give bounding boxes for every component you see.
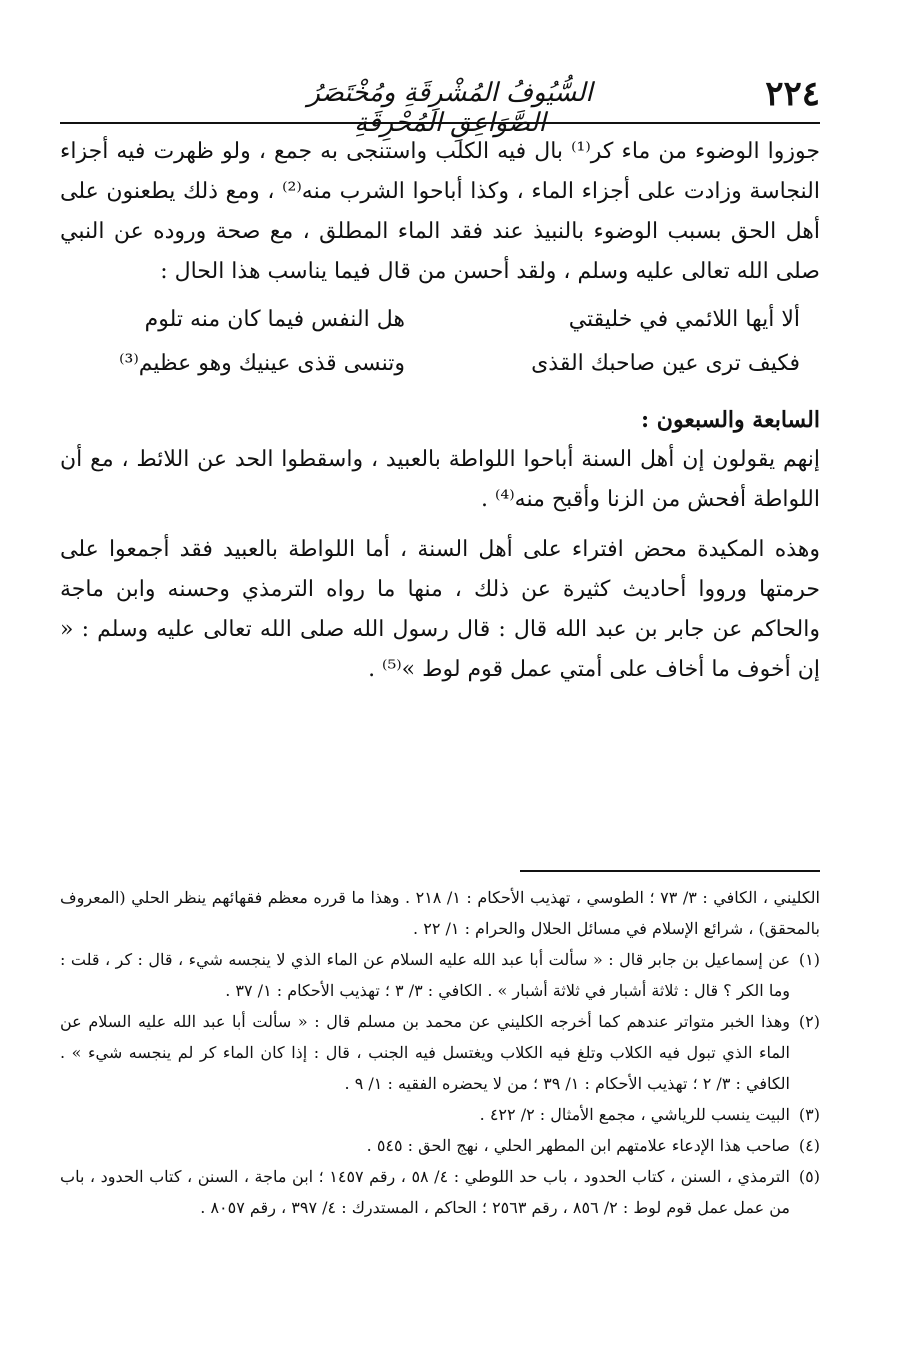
hemistich-first: فكيف ترى عين صاحبك القذى (531, 351, 800, 376)
footnote-divider (520, 870, 820, 872)
footnote-item (60, 1130, 820, 1161)
footnote-text: البيت ينسب للرياشي ، مجمع الأمثال : ٢/ ٤٢٢ . (479, 1105, 790, 1124)
book-title: السُّيُوفُ المُشْرِقَةِ ومُخْتَصَرُ الصَّوَاعِقِ المُحْرِقَةِ (307, 78, 593, 138)
footnote-number: (٥) (798, 1167, 820, 1186)
footnote-text: صاحب هذا الإدعاء علامتهم ابن المطهر الحلي ، نهج الحق : ٥٤٥ . (366, 1136, 790, 1155)
poem-verse-2 (60, 344, 820, 388)
main-text (60, 132, 820, 690)
poem (60, 300, 820, 388)
paragraph-3: وهذه المكيدة محض افتراء على أهل السنة ، أما اللواطة بالعبيد فقد أجمعوا على حرمتها ورووا أحاديث كثيرة عن ذلك ، منها ما رواه الترمذي وحسنه وابن ماجة والحاكم عن جابر بن عبد الله قال : قال رسول الله صلى الله تعالى عليه وسلم : « إن أخوف ما أخاف على أمتي عمل قوم لوط »⁽⁵⁾ . (60, 537, 820, 682)
footnote-number: (٢) (798, 1012, 820, 1031)
footnotes (60, 882, 820, 1223)
section-title: السابعة والسبعون : (641, 407, 820, 433)
footnote-number: (٣) (798, 1105, 820, 1124)
footnote-number: (٤) (798, 1136, 820, 1155)
footnote-item (60, 1099, 820, 1130)
footnote-text: عن إسماعيل بن جابر قال : « سألت أبا عبد الله عليه السلام عن الماء الذي لا ينجسه شيء ، قال : كر ، قلت : وما الكر ؟ قال : ثلاثة أشبار في ثلاثة أشبار » . الكافي : ٣/ ٣ ؛ تهذيب الأحكام : ١/ ٣٧ . (60, 950, 790, 1000)
footnote-item (60, 1161, 820, 1223)
footnote-number: (١) (798, 950, 820, 969)
footnote-item (60, 1006, 820, 1099)
poem-verse-1 (60, 300, 820, 344)
footnote-text: الترمذي ، السنن ، كتاب الحدود ، باب حد اللوطي : ٤/ ٥٨ ، رقم ١٤٥٧ ؛ ابن ماجة ، السنن ، كتاب الحدود ، باب من عمل عمل قوم لوط : ٢/ ٨٥٦ ، رقم ٢٥٦٣ ؛ الحاكم ، المستدرك : ٤/ ٣٩٧ ، رقم ٨٠٥٧ . (60, 1167, 790, 1217)
footnote-continuation: الكليني ، الكافي : ٣/ ٧٣ ؛ الطوسي ، تهذيب الأحكام : ١/ ٢١٨ . وهذا ما قرره معظم فقهائهم ينظر الحلي (المعروف بالمحقق) ، شرائع الإسلام في مسائل الحلال والحرام : ١/ ٢٢ . (60, 888, 820, 938)
footnote-text: وهذا الخبر متواتر عندهم كما أخرجه الكليني عن محمد بن مسلم قال : « سألت أبا عبد الله عليه السلام عن الماء الذي تبول فيه الكلاب وتلغ فيه الكلاب ويغتسل فيه الجنب ، قال : إذا كان الماء كر لم ينجسه شيء » . الكافي : ٣/ ٢ ؛ تهذيب الأحكام : ١/ ٣٩ ؛ من لا يحضره الفقيه : ١/ ٩ . (60, 1012, 791, 1093)
paragraph-1: جوزوا الوضوء من ماء كر⁽¹⁾ بال فيه الكلب واستنجى به جمع ، ولو ظهرت فيه أجزاء النجاسة وزادت على أجزاء الماء ، وكذا أباحوا الشرب منه⁽²⁾ ، ومع ذلك يطعنون على أهل الحق بسبب الوضوء بالنبيذ عند فقد الماء المطلق ، مع صحة وروده عن النبي صلى الله تعالى عليه وسلم ، ولقد أحسن من قال فيما يناسب هذا الحال : (60, 139, 821, 284)
hemistich-second: هل النفس فيما كان منه تلوم (144, 307, 405, 332)
running-header (60, 60, 820, 138)
paragraph-2: إنهم يقولون إن أهل السنة أباحوا اللواطة بالعبيد ، واسقطوا الحد عن اللائط ، مع أن اللواطة أفحش من الزنا وأقبح منه⁽⁴⁾ . (60, 447, 820, 512)
footnote-item (60, 944, 820, 1006)
hemistich-first: ألا أيها اللائمي في خليقتي (568, 307, 800, 332)
book-page (60, 60, 820, 1310)
page-number: ٢٢٤ (765, 74, 820, 114)
hemistich-second: وتنسى قذى عينيك وهو عظيم⁽³⁾ (119, 351, 405, 376)
